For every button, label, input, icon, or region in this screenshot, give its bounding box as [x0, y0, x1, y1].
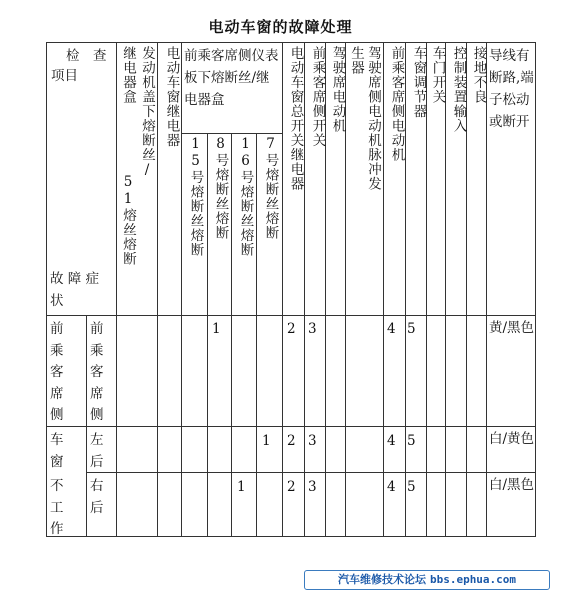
dash-box-sub-line	[182, 133, 282, 134]
col-line-4	[207, 133, 208, 536]
border-right	[535, 42, 536, 536]
header-main-fuse-box: 发动机盖下熔断丝/继电器盒	[120, 46, 155, 179]
header-pass-switch: 前乘客席侧开关	[309, 46, 326, 148]
row3-regulator: 5	[407, 479, 416, 495]
header-ground: 接地不良	[470, 46, 487, 104]
row2-fuse7: 1	[262, 433, 271, 449]
row2-master-relay: 2	[287, 433, 296, 449]
border-left	[46, 42, 47, 536]
row2-wire-color: 白/黄色	[489, 431, 535, 447]
forum-watermark	[304, 570, 550, 590]
header-control-input: 控制装置输入	[450, 46, 467, 133]
row1-pass-switch: 3	[308, 321, 317, 337]
row3-pass-switch: 3	[308, 479, 317, 495]
row2-pass-motor: 4	[387, 433, 396, 449]
header-fuse16: 16号熔断丝熔断	[237, 136, 254, 257]
corner-symptom: 故 障 症 状	[50, 271, 100, 309]
header-pass-motor: 前乘客席侧电动机	[388, 46, 405, 162]
border-top	[46, 42, 536, 43]
corner-check: 检 查	[66, 48, 107, 64]
header-wire: 导线有断路,端子松动或断开	[489, 48, 534, 130]
header-window-relay: 电动车窗继电器	[163, 46, 180, 148]
header-door-switch: 车门开关	[429, 46, 446, 104]
header-regulator: 车窗调节器	[410, 46, 427, 119]
row3-sub-label: 右后	[90, 478, 104, 516]
row3-master-relay: 2	[287, 479, 296, 495]
col-line-6	[256, 133, 257, 536]
row1-bottom-line	[46, 426, 536, 427]
border-bottom	[46, 536, 536, 537]
header-bottom-line	[46, 315, 536, 316]
header-fuse8: 8号熔断丝熔断	[212, 136, 229, 240]
row1-pass-motor: 4	[387, 321, 396, 337]
col-line-5	[231, 133, 232, 536]
row2-group-label: 车窗	[50, 432, 64, 470]
row2-pass-switch: 3	[308, 433, 317, 449]
col-line-11	[383, 42, 384, 536]
row1-group-label: 前乘客席侧	[50, 321, 64, 423]
corner-item: 项目	[51, 68, 78, 84]
header-driver-motor: 驾驶席电动机	[329, 46, 346, 133]
row3-fuse16: 1	[237, 479, 246, 495]
header-dash-fuse-box: 前乘客席侧仪表板下熔断丝/继电器盒	[184, 48, 279, 108]
row1-regulator: 5	[407, 321, 416, 337]
forum-site: bbs.ephua.com	[429, 573, 517, 586]
header-fuse15: 15号熔断丝熔断	[187, 136, 204, 257]
row3-group-label: 不工作	[50, 478, 64, 537]
row2-bottom-line	[86, 472, 536, 473]
row1-fuse8: 1	[212, 321, 221, 337]
row1-master-relay: 2	[287, 321, 296, 337]
row1-wire-color: 黄/黑色	[489, 320, 535, 336]
fault-table	[46, 42, 536, 536]
col-line-1	[116, 42, 117, 536]
row2-sub-label: 左后	[90, 432, 104, 470]
header-fuse-51: 51熔丝熔断	[120, 174, 136, 266]
header-master-relay: 电动车窗总开关继电器	[287, 46, 304, 191]
col-line-7	[282, 42, 283, 536]
row2-regulator: 5	[407, 433, 416, 449]
forum-name: 汽车维修技术论坛	[337, 573, 426, 586]
row3-wire-color: 白/黑色	[489, 477, 535, 493]
header-pulse-generator: 驾驶席侧电动机脉冲发生器	[348, 46, 381, 191]
row1-sub-label: 前乘客席侧	[90, 321, 104, 423]
header-fuse7: 7号熔断丝熔断	[262, 136, 279, 240]
col-line-2	[157, 42, 158, 536]
row3-pass-motor: 4	[387, 479, 396, 495]
sub-col-line	[86, 315, 87, 536]
page-title: 电动车窗的故障处理	[208, 18, 353, 36]
